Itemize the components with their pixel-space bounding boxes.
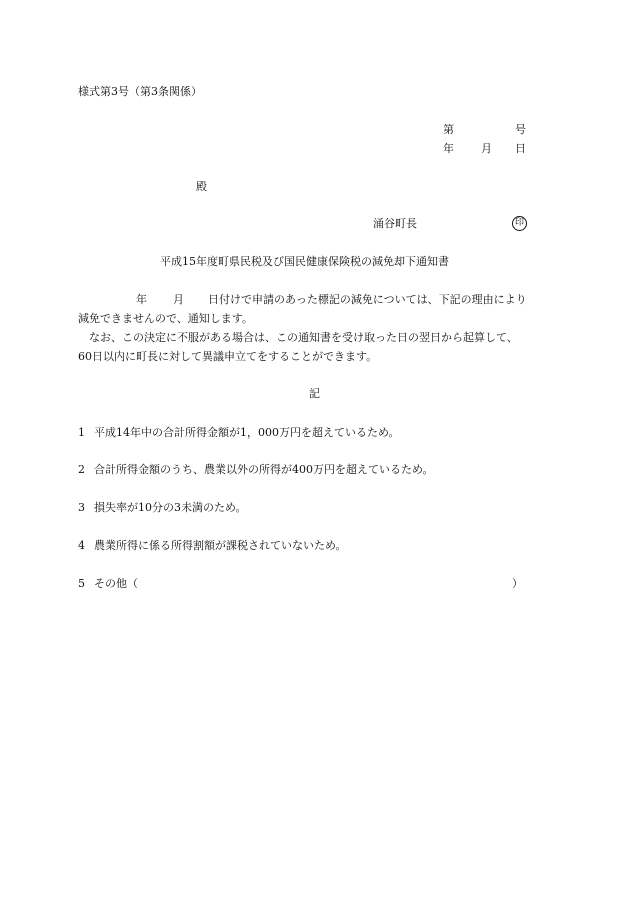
body-line-4: 60日以内に町長に対して異議申立てをすることができます。 [78,350,378,363]
date-day-label: 日 [515,142,526,155]
date-month-label: 月 [481,142,492,155]
reason-1-text: 平成14年中の合計所得金額が1，000万円を超えているため。 [94,426,400,439]
reason-2-text: 合計所得金額のうち、農業以外の所得が400万円を超えているため。 [94,463,434,476]
body-year-label: 年 [136,293,147,306]
body-line-2: 減免できませんので、通知します。 [78,312,253,325]
addressee-honorific: 殿 [196,180,207,193]
reason-5-close-paren: ） [512,577,523,590]
body-line-1: 日付けで申請のあった標記の減免については、下記の理由により [208,293,527,306]
reason-3-number: 3 [78,501,85,514]
number-suffix: 号 [515,123,526,136]
reason-4-text: 農業所得に係る所得割額が課税されていないため。 [94,539,347,552]
reason-5-number: 5 [78,577,85,590]
body-line-3: なお、この決定に不服がある場合は、この通知書を受け取った日の翌日から起算して、 [89,331,518,344]
reason-3-text: 損失率が10分の3未満のため。 [94,501,247,514]
reason-1-number: 1 [78,426,85,439]
ki-heading: 記 [309,387,320,400]
form-label: 様式第3号（第3条関係） [78,85,202,98]
issuer-title: 涌谷町長 [373,217,417,230]
reason-4-number: 4 [78,539,85,552]
seal-mark: 印 [512,216,527,231]
reason-5-text: その他（ [94,577,138,590]
body-month-label: 月 [173,293,184,306]
reason-2-number: 2 [78,463,85,476]
date-year-label: 年 [443,142,454,155]
number-prefix: 第 [443,123,454,136]
document-title: 平成15年度町県民税及び国民健康保険税の減免却下通知書 [160,255,449,268]
